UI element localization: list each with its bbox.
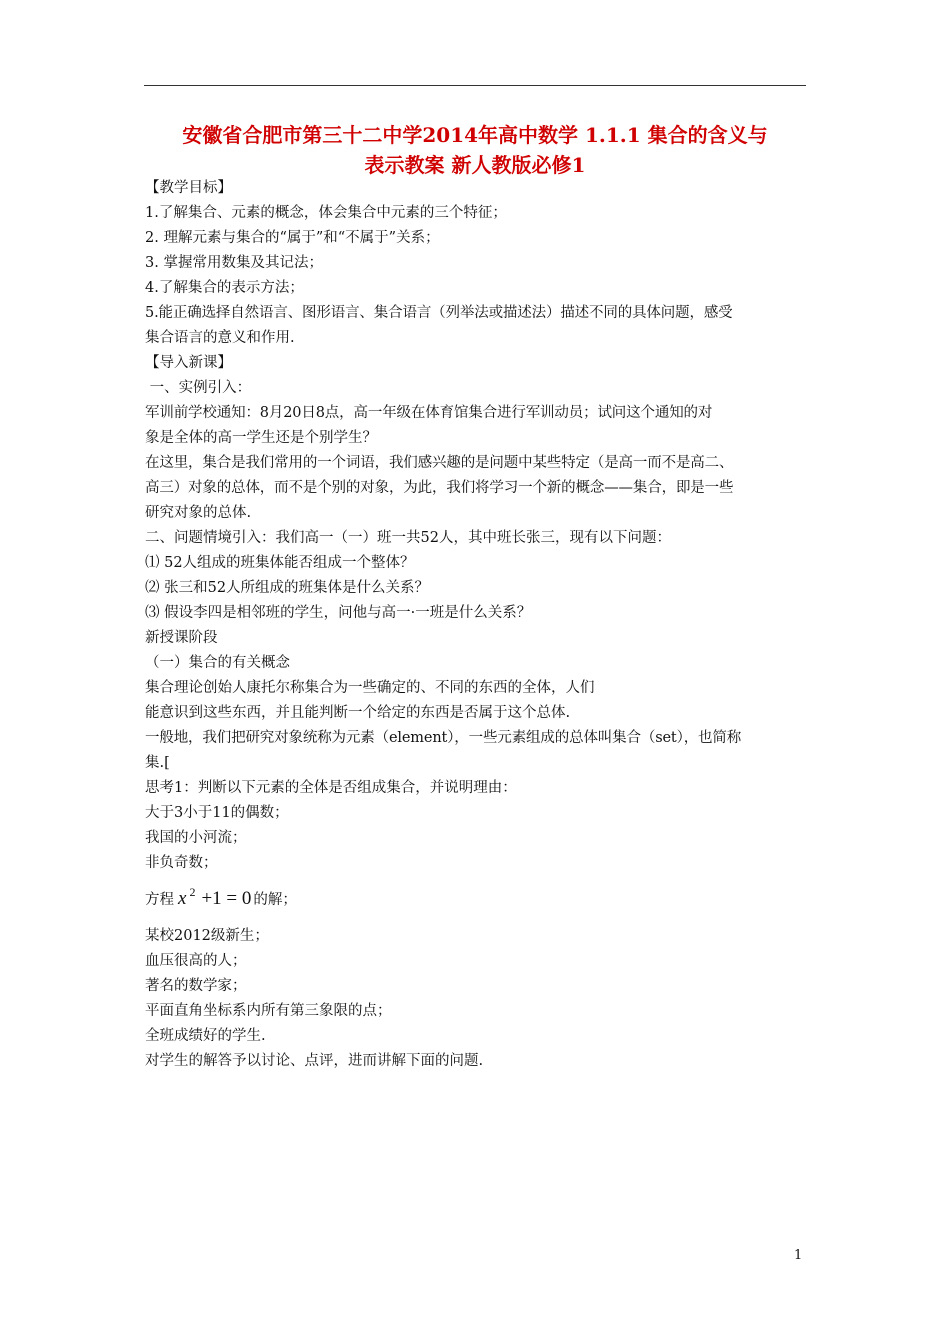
text-line: 全班成绩好的学生. xyxy=(145,1028,266,1044)
text-line: 研究对象的总体. xyxy=(145,505,252,521)
text-line: 4.了解集合的表示方法； xyxy=(145,280,304,296)
equation-suffix: 的解； xyxy=(253,892,297,908)
text-line: 著名的数学家； xyxy=(145,978,247,994)
text-line: 能意识到这些东西，并且能判断一个给定的东西是否属于这个总体. xyxy=(145,705,571,721)
document-title xyxy=(144,120,806,180)
text-line: 1.了解集合、元素的概念，体会集合中元素的三个特征； xyxy=(145,205,507,221)
equation-prefix: 方程 xyxy=(145,892,174,908)
text-line: 血压很高的人； xyxy=(145,953,247,969)
text-line: 一般地，我们把研究对象统称为元素（element），一些元素组成的总体叫集合（set），也简称 xyxy=(145,730,742,746)
page-number: 1 xyxy=(794,1248,803,1263)
text-line: 5.能正确选择自然语言、图形语言、集合语言（列举法或描述法）描述不同的具体问题，感受 xyxy=(145,305,733,321)
text-line: （一）集合的有关概念 xyxy=(145,655,290,671)
text-line: ⑵ 张三和52人所组成的班集体是什么关系？ xyxy=(145,580,430,596)
text-line: 对学生的解答予以讨论、点评，进而讲解下面的问题. xyxy=(145,1053,484,1069)
text-line: 象是全体的高一学生还是个别学生？ xyxy=(145,430,377,446)
text-line: 二、问题情境引入：我们高一（一）班一共52人，其中班长张三，现有以下问题： xyxy=(145,530,671,546)
text-line: 2. 理解元素与集合的“属于”和“不属于”关系； xyxy=(145,230,440,246)
equation-variable: x xyxy=(178,888,187,909)
text-line: 集.[ xyxy=(145,755,170,771)
title-line: 安徽省合肥市第三十二中学2014年高中数学 1.1.1 集合的含义与 xyxy=(182,123,768,147)
text-line: 在这里，集合是我们常用的一个词语，我们感兴趣的是问题中某些特定（是高一而不是高二、 xyxy=(145,455,734,471)
text-line: 一、实例引入： xyxy=(145,380,252,396)
text-line: 新授课阶段 xyxy=(145,630,218,646)
text-line: 军训前学校通知：8月20日8点，高一年级在体育馆集合进行军训动员；试问这个通知的对 xyxy=(145,405,713,421)
text-line: ⑶ 假设李四是相邻班的学生，问他与高一·一班是什么关系？ xyxy=(145,605,532,621)
equation-rest: +1 = 0 xyxy=(201,888,252,909)
text-line: 我国的小河流； xyxy=(145,830,247,846)
text-line: 集合理论创始人康托尔称集合为一些确定的、不同的东西的全体，人们 xyxy=(145,680,595,696)
text-line: ⑴ 52人组成的班集体能否组成一个整体？ xyxy=(145,555,415,571)
text-line: 集合语言的意义和作用. xyxy=(145,330,295,346)
text-line: 平面直角坐标系内所有第三象限的点； xyxy=(145,1003,392,1019)
header-rule xyxy=(144,85,806,86)
equation-exponent: 2 xyxy=(189,885,196,899)
text-line: 3. 掌握常用数集及其记法； xyxy=(145,255,323,271)
equation xyxy=(178,878,251,913)
text-line: 某校2012级新生； xyxy=(145,928,269,944)
text-line: 非负奇数； xyxy=(145,855,218,871)
section-heading: 【导入新课】 xyxy=(145,355,232,371)
document-body xyxy=(145,176,810,1074)
text-line: 大于3小于11的偶数； xyxy=(145,805,289,821)
text-line: 思考1：判断以下元素的全体是否组成集合，并说明理由： xyxy=(145,780,517,796)
section-heading: 【教学目标】 xyxy=(145,180,232,196)
title-line: 表示教案 新人教版必修1 xyxy=(364,153,586,177)
equation-line xyxy=(145,878,810,909)
text-line: 高三）对象的总体，而不是个别的对象，为此，我们将学习一个新的概念——集合，即是一些 xyxy=(145,480,734,496)
